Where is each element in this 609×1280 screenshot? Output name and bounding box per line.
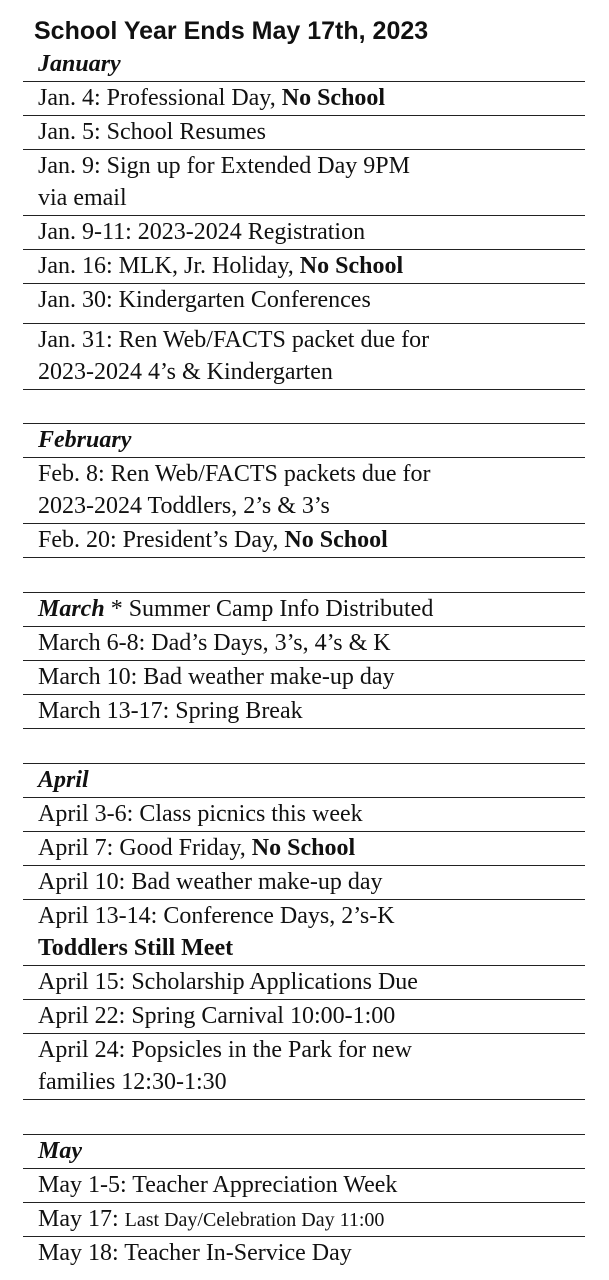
list-item: April 10: Bad weather make-up day: [23, 866, 585, 900]
list-item: May 1-5: Teacher Appreciation Week: [23, 1169, 585, 1203]
section-gap: [23, 729, 585, 764]
list-item: April 13-14: Conference Days, 2’s-K Toddlers Still Meet: [23, 900, 585, 966]
list-item: April 15: Scholarship Applications Due: [23, 966, 585, 1000]
list-item: Feb. 8: Ren Web/FACTS packets due for 2023-2024 Toddlers, 2’s & 3’s: [23, 458, 585, 524]
list-item: Jan. 16: MLK, Jr. Holiday, No School: [23, 250, 585, 284]
section-gap: [23, 1100, 585, 1135]
month-heading-march: March * Summer Camp Info Distributed: [23, 593, 585, 627]
list-item: April 24: Popsicles in the Park for new families 12:30-1:30: [23, 1034, 585, 1100]
section-gap: [23, 558, 585, 593]
list-item: Jan. 30: Kindergarten Conferences: [23, 284, 585, 324]
list-item: May 17: Last Day/Celebration Day 11:00: [23, 1203, 585, 1237]
list-item: March 6-8: Dad’s Days, 3’s, 4’s & K: [23, 627, 585, 661]
month-heading-january: January: [23, 48, 585, 82]
summer-camp-note: * Summer Camp Info Distributed: [104, 596, 434, 622]
list-item: April 7: Good Friday, No School: [23, 832, 585, 866]
list-item: Jan. 5: School Resumes: [23, 116, 585, 150]
month-heading-february: February: [23, 424, 585, 458]
list-item: May 18: Teacher In-Service Day: [38, 1240, 352, 1266]
page-title: School Year Ends May 17th, 2023: [34, 17, 429, 45]
list-item: April 22: Spring Carnival 10:00-1:00: [23, 1000, 585, 1034]
list-item: March 10: Bad weather make-up day: [23, 661, 585, 695]
month-heading-april: April: [23, 764, 585, 798]
section-gap: [23, 390, 585, 424]
list-item: Jan. 9: Sign up for Extended Day 9PM via email: [23, 150, 585, 216]
list-item: April 3-6: Class picnics this week: [23, 798, 585, 832]
list-item: Jan. 31: Ren Web/FACTS packet due for 2023-2024 4’s & Kindergarten: [23, 324, 585, 390]
month-heading-may: May: [23, 1135, 585, 1169]
list-item: Feb. 20: President’s Day, No School: [23, 524, 585, 558]
calendar-table: [23, 48, 585, 1271]
list-item: Jan. 4: Professional Day, No School: [23, 82, 585, 116]
list-item: March 13-17: Spring Break: [23, 695, 585, 729]
list-item: Jan. 9-11: 2023-2024 Registration: [23, 216, 585, 250]
